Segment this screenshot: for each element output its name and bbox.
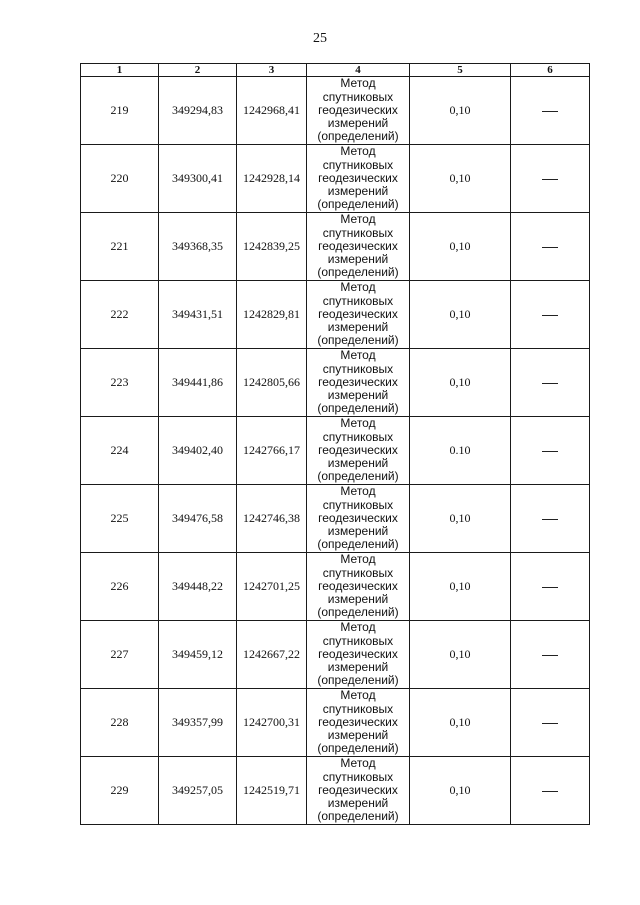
table-row bbox=[81, 553, 590, 621]
method-line: (определений) bbox=[317, 401, 399, 416]
method-line: спутниковых bbox=[322, 89, 394, 104]
x-coordinate-cell: 349476,58 bbox=[159, 485, 237, 553]
method-line: Метод bbox=[340, 212, 376, 227]
table-row bbox=[81, 757, 590, 825]
method-line: спутниковых bbox=[322, 633, 394, 648]
method-line: (определений) bbox=[317, 129, 399, 144]
method-line: (определений) bbox=[317, 809, 399, 824]
precision-cell: 0,10 bbox=[410, 553, 511, 621]
x-coordinate-cell: 349357,99 bbox=[159, 689, 237, 757]
method-line: измерений bbox=[327, 388, 389, 403]
description-cell bbox=[511, 77, 590, 145]
method-cell bbox=[307, 213, 410, 281]
point-number-cell: 219 bbox=[81, 77, 159, 145]
method-line: спутниковых bbox=[322, 769, 394, 784]
header-cell-1: 1 bbox=[81, 64, 159, 77]
method-line: Метод bbox=[340, 76, 376, 91]
method-line: измерений bbox=[327, 728, 389, 743]
table-row bbox=[81, 621, 590, 689]
point-number-cell: 224 bbox=[81, 417, 159, 485]
table-row bbox=[81, 213, 590, 281]
point-number-cell: 226 bbox=[81, 553, 159, 621]
method-line: (определений) bbox=[317, 197, 399, 212]
x-coordinate-cell: 349257,05 bbox=[159, 757, 237, 825]
method-line: геодезических bbox=[318, 782, 398, 797]
table-row bbox=[81, 417, 590, 485]
method-line: измерений bbox=[327, 320, 389, 335]
precision-cell: 0,10 bbox=[410, 77, 511, 145]
method-line: Метод bbox=[340, 416, 376, 431]
y-coordinate-cell: 1242519,71 bbox=[237, 757, 307, 825]
table-row bbox=[81, 281, 590, 349]
method-line: геодезических bbox=[318, 374, 398, 389]
method-line: Метод bbox=[340, 280, 376, 295]
dash-mark bbox=[542, 247, 558, 248]
point-number-cell: 227 bbox=[81, 621, 159, 689]
x-coordinate-cell: 349300,41 bbox=[159, 145, 237, 213]
description-cell bbox=[511, 553, 590, 621]
method-line: (определений) bbox=[317, 333, 399, 348]
method-cell bbox=[307, 281, 410, 349]
description-cell bbox=[511, 213, 590, 281]
y-coordinate-cell: 1242667,22 bbox=[237, 621, 307, 689]
point-number-cell: 221 bbox=[81, 213, 159, 281]
method-line: спутниковых bbox=[322, 225, 394, 240]
coordinates-table bbox=[80, 63, 590, 825]
method-line: измерений bbox=[327, 116, 389, 131]
method-cell bbox=[307, 485, 410, 553]
precision-cell: 0,10 bbox=[410, 145, 511, 213]
dash-mark bbox=[542, 315, 558, 316]
x-coordinate-cell: 349459,12 bbox=[159, 621, 237, 689]
x-coordinate-cell: 349431,51 bbox=[159, 281, 237, 349]
method-line: спутниковых bbox=[322, 497, 394, 512]
method-line: спутниковых bbox=[322, 293, 394, 308]
x-coordinate-cell: 349368,35 bbox=[159, 213, 237, 281]
method-line: геодезических bbox=[318, 306, 398, 321]
method-line: спутниковых bbox=[322, 565, 394, 580]
precision-cell: 0,10 bbox=[410, 485, 511, 553]
method-line: (определений) bbox=[317, 537, 399, 552]
method-line: измерений bbox=[327, 796, 389, 811]
description-cell bbox=[511, 281, 590, 349]
header-cell-5: 5 bbox=[410, 64, 511, 77]
method-line: измерений bbox=[327, 184, 389, 199]
dash-mark bbox=[542, 179, 558, 180]
x-coordinate-cell: 349441,86 bbox=[159, 349, 237, 417]
method-line: Метод bbox=[340, 348, 376, 363]
description-cell bbox=[511, 621, 590, 689]
table-row bbox=[81, 145, 590, 213]
dash-mark bbox=[542, 451, 558, 452]
method-line: спутниковых bbox=[322, 157, 394, 172]
dash-mark bbox=[542, 383, 558, 384]
x-coordinate-cell: 349402,40 bbox=[159, 417, 237, 485]
method-line: (определений) bbox=[317, 265, 399, 280]
description-cell bbox=[511, 145, 590, 213]
table-row bbox=[81, 689, 590, 757]
point-number-cell: 229 bbox=[81, 757, 159, 825]
y-coordinate-cell: 1242700,31 bbox=[237, 689, 307, 757]
method-line: измерений bbox=[327, 524, 389, 539]
header-cell-2: 2 bbox=[159, 64, 237, 77]
x-coordinate-cell: 349448,22 bbox=[159, 553, 237, 621]
method-cell bbox=[307, 349, 410, 417]
point-number-cell: 223 bbox=[81, 349, 159, 417]
precision-cell: 0,10 bbox=[410, 689, 511, 757]
method-line: (определений) bbox=[317, 605, 399, 620]
y-coordinate-cell: 1242746,38 bbox=[237, 485, 307, 553]
dash-mark bbox=[542, 723, 558, 724]
y-coordinate-cell: 1242805,66 bbox=[237, 349, 307, 417]
point-number-cell: 220 bbox=[81, 145, 159, 213]
method-line: Метод bbox=[340, 620, 376, 635]
method-line: Метод bbox=[340, 688, 376, 703]
method-line: геодезических bbox=[318, 578, 398, 593]
method-line: измерений bbox=[327, 592, 389, 607]
page-number: 25 bbox=[313, 31, 327, 46]
header-cell-4: 4 bbox=[307, 64, 410, 77]
method-line: геодезических bbox=[318, 102, 398, 117]
point-number-cell: 222 bbox=[81, 281, 159, 349]
y-coordinate-cell: 1242701,25 bbox=[237, 553, 307, 621]
precision-cell: 0,10 bbox=[410, 621, 511, 689]
point-number-cell: 225 bbox=[81, 485, 159, 553]
method-line: измерений bbox=[327, 660, 389, 675]
y-coordinate-cell: 1242829,81 bbox=[237, 281, 307, 349]
dash-mark bbox=[542, 791, 558, 792]
method-line: спутниковых bbox=[322, 701, 394, 716]
description-cell bbox=[511, 349, 590, 417]
description-cell bbox=[511, 485, 590, 553]
precision-cell: 0,10 bbox=[410, 757, 511, 825]
method-cell bbox=[307, 689, 410, 757]
description-cell bbox=[511, 689, 590, 757]
dash-mark bbox=[542, 519, 558, 520]
method-line: геодезических bbox=[318, 238, 398, 253]
header-row bbox=[81, 64, 590, 77]
method-line: спутниковых bbox=[322, 429, 394, 444]
method-line: (определений) bbox=[317, 469, 399, 484]
method-line: спутниковых bbox=[322, 361, 394, 376]
method-cell bbox=[307, 77, 410, 145]
method-line: геодезических bbox=[318, 714, 398, 729]
method-line: геодезических bbox=[318, 442, 398, 457]
method-line: Метод bbox=[340, 484, 376, 499]
dash-mark bbox=[542, 587, 558, 588]
precision-cell: 0.10 bbox=[410, 417, 511, 485]
precision-cell: 0,10 bbox=[410, 281, 511, 349]
header-cell-3: 3 bbox=[237, 64, 307, 77]
method-cell bbox=[307, 145, 410, 213]
y-coordinate-cell: 1242968,41 bbox=[237, 77, 307, 145]
point-number-cell: 228 bbox=[81, 689, 159, 757]
method-line: Метод bbox=[340, 552, 376, 567]
method-line: измерений bbox=[327, 252, 389, 267]
table-row bbox=[81, 77, 590, 145]
description-cell bbox=[511, 417, 590, 485]
method-cell bbox=[307, 417, 410, 485]
method-line: Метод bbox=[340, 756, 376, 771]
dash-mark bbox=[542, 111, 558, 112]
method-line: геодезических bbox=[318, 170, 398, 185]
dash-mark bbox=[542, 655, 558, 656]
precision-cell: 0,10 bbox=[410, 213, 511, 281]
method-line: (определений) bbox=[317, 673, 399, 688]
method-cell bbox=[307, 757, 410, 825]
method-cell bbox=[307, 553, 410, 621]
method-cell bbox=[307, 621, 410, 689]
table-row bbox=[81, 349, 590, 417]
y-coordinate-cell: 1242766,17 bbox=[237, 417, 307, 485]
table-body bbox=[81, 77, 590, 825]
method-line: геодезических bbox=[318, 510, 398, 525]
table-row bbox=[81, 485, 590, 553]
method-line: измерений bbox=[327, 456, 389, 471]
header-cell-6: 6 bbox=[511, 64, 590, 77]
method-line: геодезических bbox=[318, 646, 398, 661]
x-coordinate-cell: 349294,83 bbox=[159, 77, 237, 145]
method-line: Метод bbox=[340, 144, 376, 159]
y-coordinate-cell: 1242839,25 bbox=[237, 213, 307, 281]
y-coordinate-cell: 1242928,14 bbox=[237, 145, 307, 213]
description-cell bbox=[511, 757, 590, 825]
precision-cell: 0,10 bbox=[410, 349, 511, 417]
method-line: (определений) bbox=[317, 741, 399, 756]
